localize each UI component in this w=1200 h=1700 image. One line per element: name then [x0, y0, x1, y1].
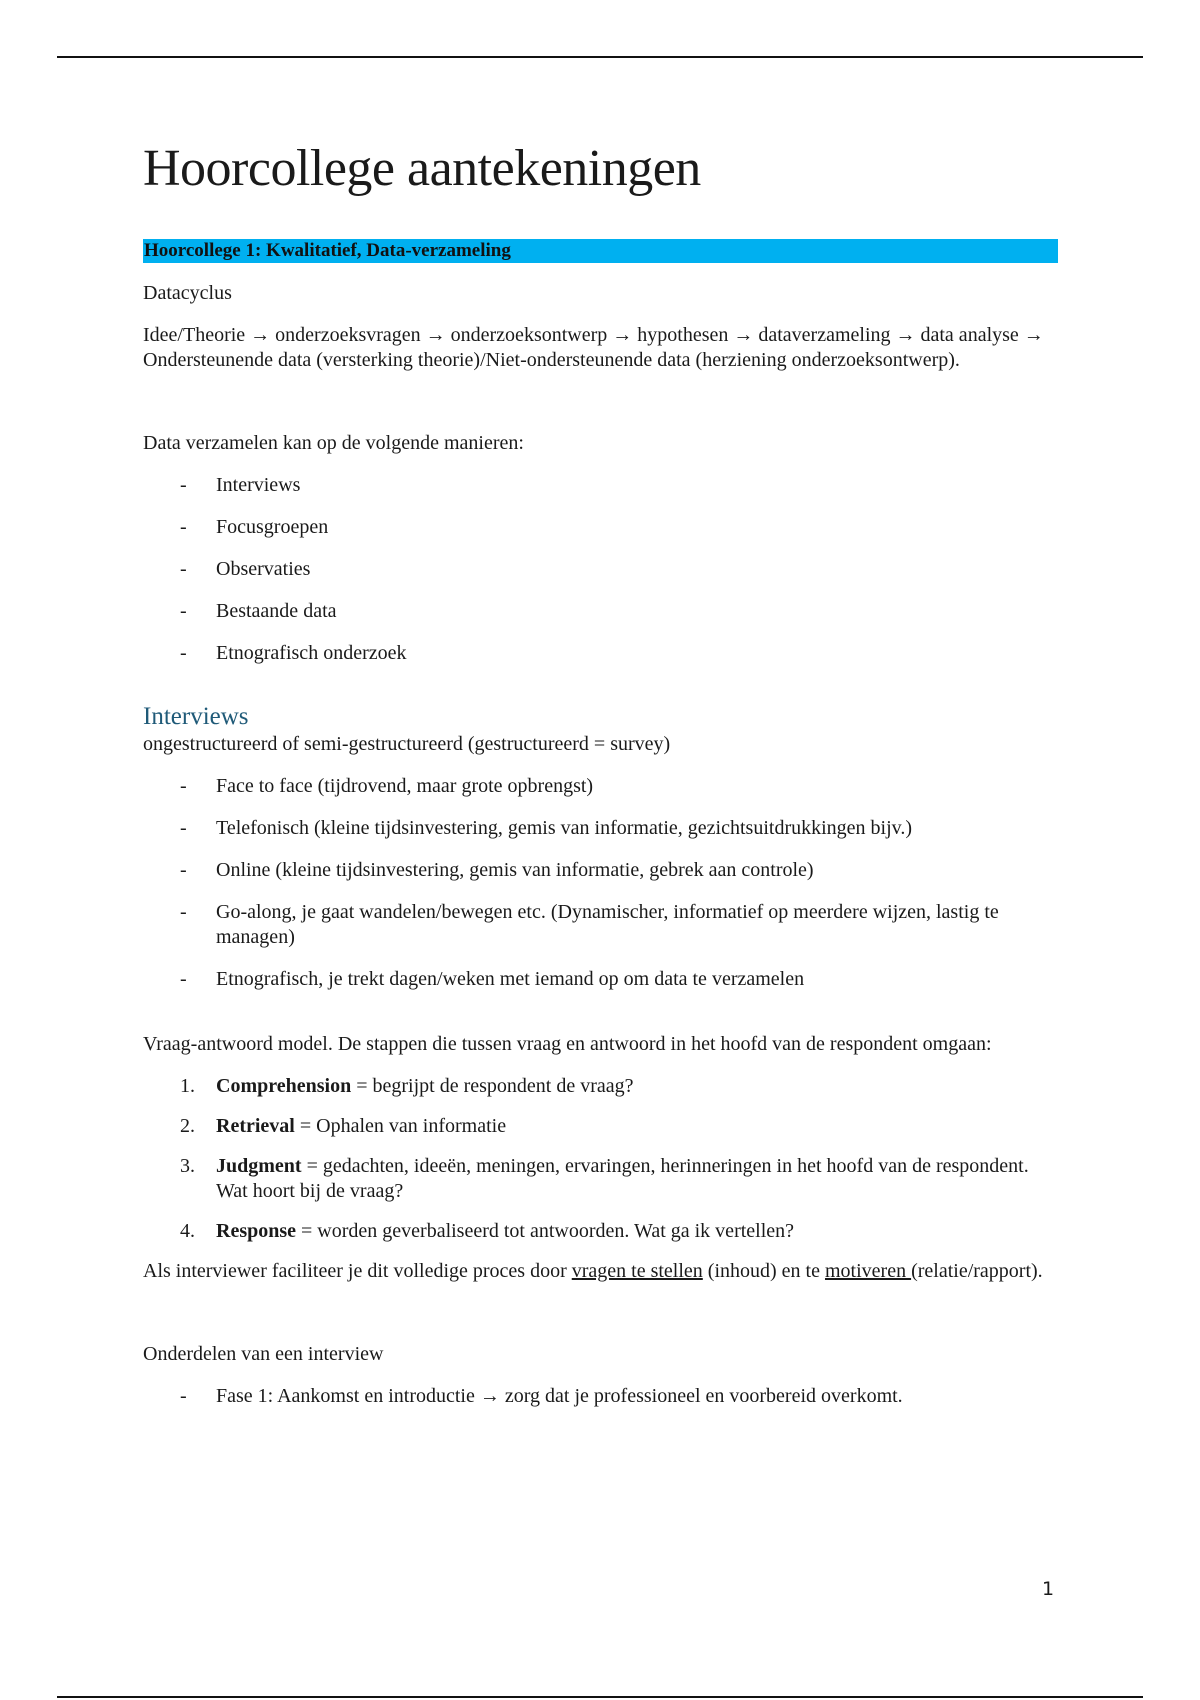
step-number: 1. — [180, 1075, 195, 1098]
datacycle-flow: Idee/Theorie → onderzoeksvragen → onderzoeksontwerp → hypothesen → dataverzameling → data analyse → Ondersteunende data (versterking theorie)/Niet-ondersteunende data (herziening onderzoeksontwerp). — [143, 324, 1044, 372]
page-number: 1 — [1042, 1578, 1055, 1600]
document-page — [143, 140, 1058, 1426]
step-term: Retrieval — [216, 1115, 295, 1138]
list-item — [143, 1074, 1058, 1099]
step-term: Judgment — [216, 1155, 302, 1178]
facilitate-paragraph — [143, 1259, 1058, 1284]
facilitate-text: (inhoud) en te — [702, 1260, 825, 1283]
list-item: - Etnografisch, je trekt dagen/weken met iemand op om data te verzamelen — [143, 967, 1058, 992]
interviews-intro: ongestructureerd of semi-gestructureerd (gestructureerd = survey) — [143, 733, 671, 756]
collect-methods-list — [143, 473, 1058, 666]
list-item — [143, 1114, 1058, 1139]
collect-intro: Data verzamelen kan op de volgende manieren: — [143, 432, 524, 455]
list-item: - Etnografisch onderzoek — [143, 641, 1058, 666]
list-item: - Telefonisch (kleine tijdsinvestering, gemis van informatie, gezichtsuitdrukkingen bijv.) — [143, 816, 1058, 841]
interviews-heading: Interviews — [143, 703, 249, 731]
model-steps-list — [143, 1074, 1058, 1244]
header-rule — [57, 56, 1143, 58]
footer-rule — [57, 1696, 1143, 1698]
list-item: - Focusgroepen — [143, 515, 1058, 540]
step-term: Comprehension — [216, 1075, 352, 1098]
list-item: - Observaties — [143, 557, 1058, 582]
step-term: Response — [216, 1220, 297, 1243]
lecture-heading: Hoorcollege 1: Kwalitatief, Data-verzameling — [143, 239, 1058, 263]
list-item — [143, 1154, 1058, 1204]
datacycle-label: Datacyclus — [143, 282, 232, 305]
facilitate-text: Als interviewer faciliteer je dit volledige proces door — [143, 1260, 572, 1283]
underlined-phrase: motiveren — [824, 1260, 912, 1283]
interview-types-list — [143, 774, 1058, 992]
parts-intro: Onderdelen van een interview — [143, 1343, 384, 1366]
list-item — [143, 1219, 1058, 1244]
document-title: Hoorcollege aantekeningen — [143, 140, 701, 197]
list-item: - Online (kleine tijdsinvestering, gemis van informatie, gebrek aan controle) — [143, 858, 1058, 883]
list-item: - Face to face (tijdrovend, maar grote opbrengst) — [143, 774, 1058, 799]
step-number: 2. — [180, 1115, 195, 1138]
list-item: - Bestaande data — [143, 599, 1058, 624]
step-text: = gedachten, ideeën, meningen, ervaringen, herinneringen in het hoofd van de respondent. Wat hoort bij de vraag? — [216, 1155, 1029, 1203]
step-number: 4. — [180, 1220, 195, 1243]
facilitate-text: (relatie/rapport). — [911, 1260, 1043, 1283]
list-item: - Go-along, je gaat wandelen/bewegen etc. (Dynamischer, informatief op meerdere wijzen, lastig te managen) — [143, 900, 1058, 950]
step-text: = begrijpt de respondent de vraag? — [351, 1075, 634, 1098]
interview-parts-list — [143, 1384, 1058, 1409]
underlined-phrase: vragen te stellen — [571, 1260, 703, 1283]
step-text: = Ophalen van informatie — [294, 1115, 507, 1138]
list-item: - Fase 1: Aankomst en introductie → zorg dat je professioneel en voorbereid overkomt. — [143, 1384, 1058, 1409]
list-item: - Interviews — [143, 473, 1058, 498]
step-number: 3. — [180, 1155, 195, 1178]
step-text: = worden geverbaliseerd tot antwoorden. Wat ga ik vertellen? — [296, 1220, 795, 1243]
model-intro: Vraag-antwoord model. De stappen die tussen vraag en antwoord in het hoofd van de respondent omgaan: — [143, 1033, 992, 1056]
